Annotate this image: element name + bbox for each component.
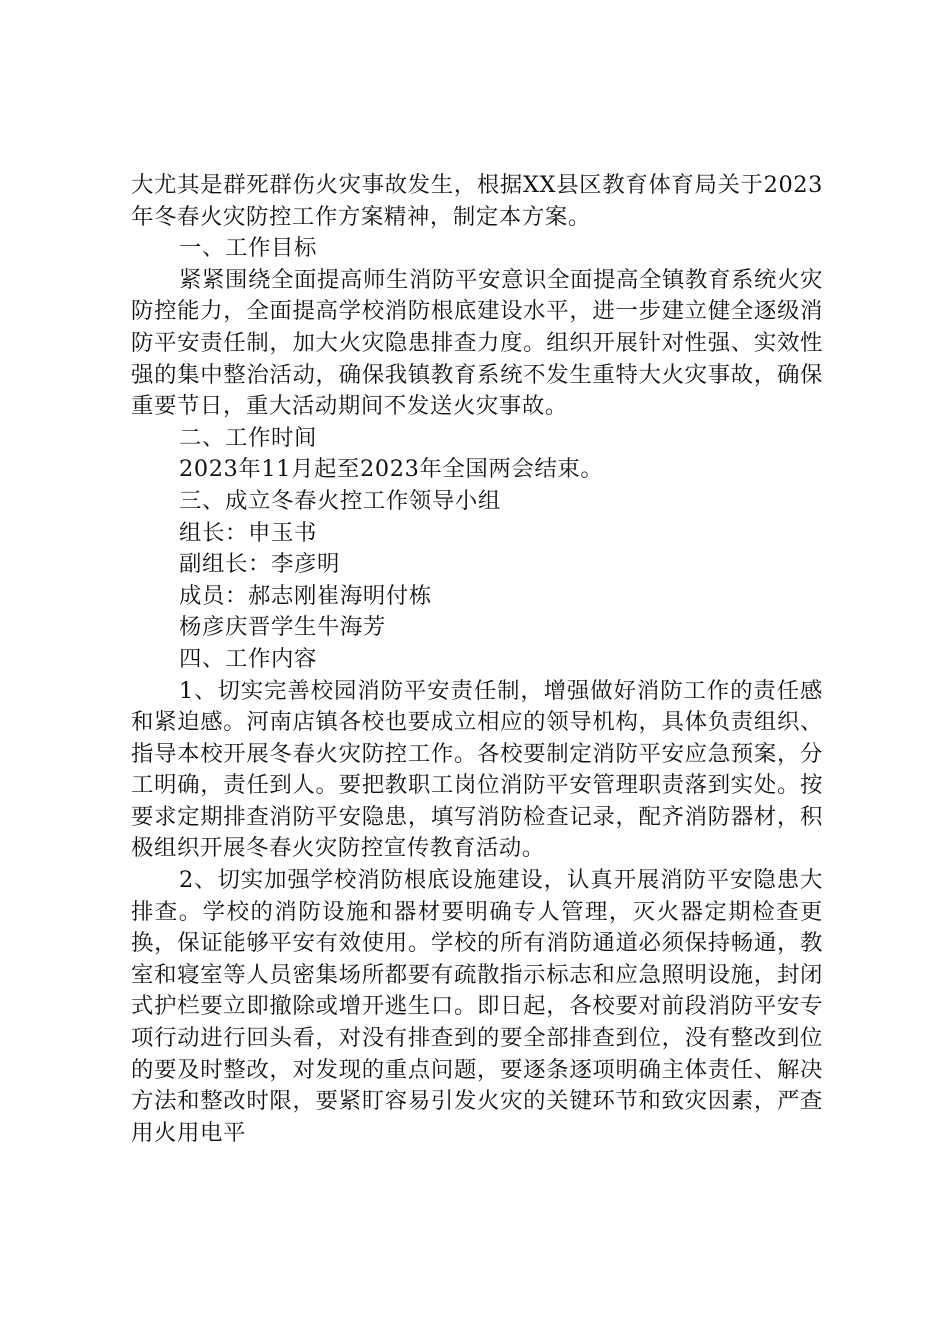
heading-work-content: 四、工作内容 [179, 645, 317, 672]
heading-work-time: 二、工作时间 [179, 424, 317, 451]
line-members-continued: 杨彦庆晋学生牛海芳 [179, 614, 386, 641]
heading-work-goal: 一、工作目标 [179, 235, 317, 262]
paragraph-item-2: 2、切实加强学校消防根底设施建设，认真开展消防平安隐患大排查。学校的消防设施和器材要明确专人管理，灭火器定期检查更换，保证能够平安有效使用。学校的所有消防通道必须保持畅通，教室和寝室等人员密集场所都要有疏散指示标志和应急照明设施，封闭式护栏要立即撤除或增开逃生口。即日起，各校要对前段消防平安专项行动进行回头看，对没有排查到的要全部排查到位，没有整改到位的要及时整改，对发现的重点问题，要逐条逐项明确主体责任、解决方法和整改时限，要紧盯容易引发火灾的关键环节和致灾因素，严查用火用电平 [131, 867, 823, 1146]
line-deputy-leader: 副组长：李彦明 [179, 551, 340, 578]
document-page [131, 170, 823, 1149]
paragraph-intro: 大尤其是群死群伤火灾事故发生，根据XX县区教育体育局关于2023年冬春火灾防控工作方案精神，制定本方案。 [131, 172, 823, 230]
paragraph-item-1: 1、切实完善校园消防平安责任制，增强做好消防工作的责任感和紧迫感。河南店镇各校也要成立相应的领导机构，具体负责组织、指导本校开展冬春火灾防控工作。各校要制定消防平安应急预案，分工明确，责任到人。要把教职工岗位消防平安管理职责落到实处。按要求定期排查消防平安隐患，填写消防检查记录，配齐消防器材，积极组织开展冬春火灾防控宣传教育活动。 [131, 677, 823, 862]
paragraph-work-time: 2023年11月起至2023年全国两会结束。 [179, 456, 604, 483]
line-group-leader: 组长：申玉书 [179, 519, 317, 546]
line-members: 成员：郝志刚崔海明付栋 [179, 582, 432, 609]
paragraph-work-goal: 紧紧围绕全面提高师生消防平安意识全面提高全镇教育系统火灾防控能力，全面提高学校消防根底建设水平，进一步建立健全逐级消防平安责任制，加大火灾隐患排查力度。组织开展针对性强、实效性强的集中整治活动，确保我镇教育系统不发生重特大火灾事故，确保重要节日，重大活动期间不发送火灾事故。 [131, 266, 823, 420]
heading-leadership-group: 三、成立冬春火控工作领导小组 [179, 487, 501, 514]
